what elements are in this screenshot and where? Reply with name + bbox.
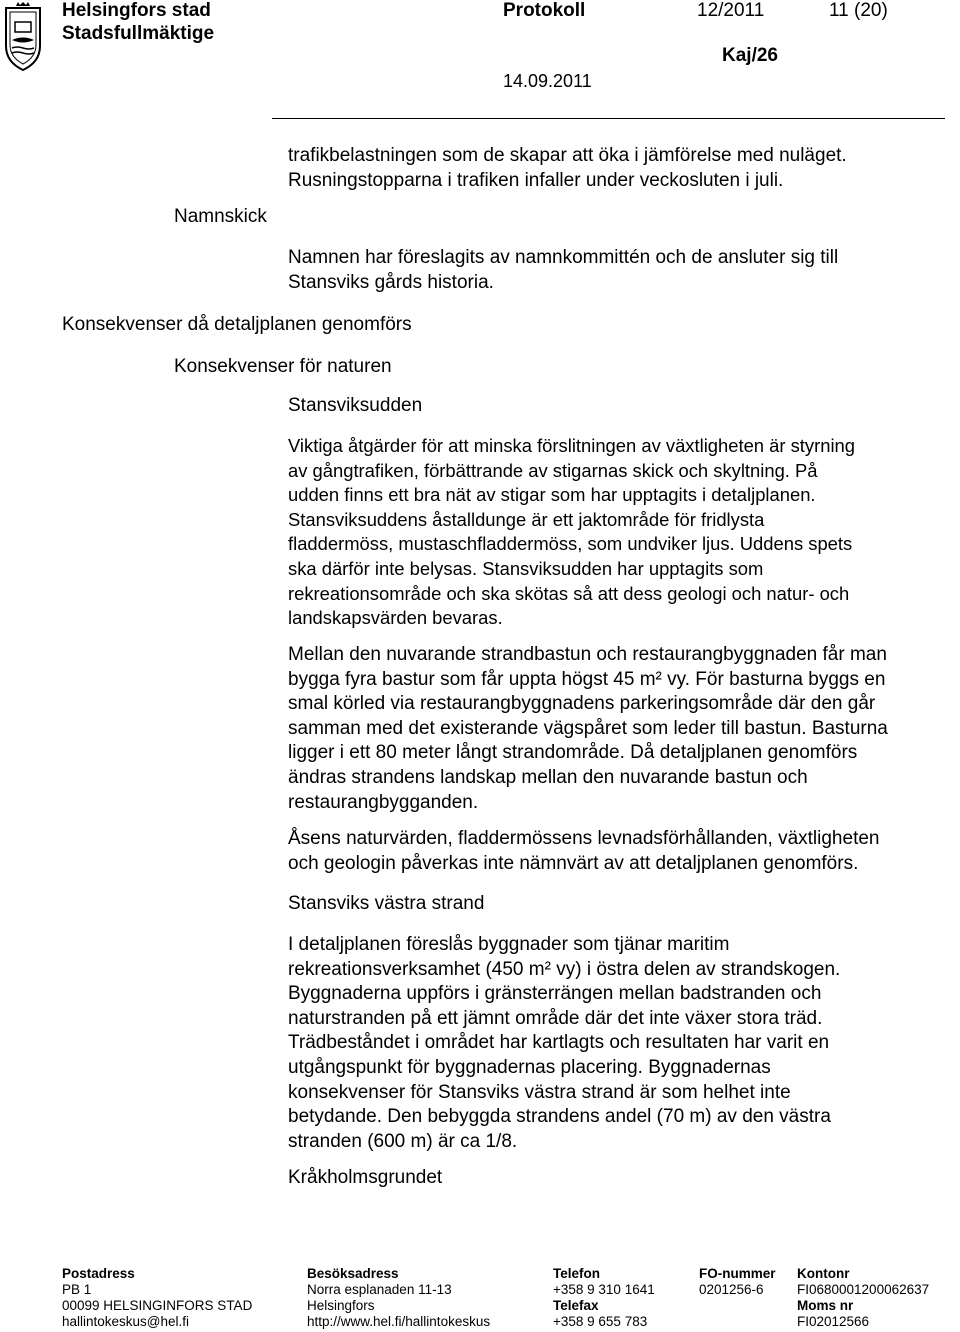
text-line: restaurangbygganden. xyxy=(288,791,479,813)
text-line: ligger i ett 80 meter långt strandområde. Då detaljplanen genomförs xyxy=(288,742,858,764)
text-line: fladdermöss, mustaschfladdermöss, som undviker ljus. Uddens spets xyxy=(288,533,853,555)
text-line: naturstranden på ett jämnt område där det inte växer stora träd. xyxy=(288,1007,823,1029)
text-line: ändras strandens landskap mellan den nuvarande bastun och xyxy=(288,766,808,788)
footer-fo-nummer xyxy=(699,1266,776,1298)
footer-postadress xyxy=(62,1266,252,1330)
text-line: I detaljplanen föreslås byggnader som tjänar maritim xyxy=(288,934,730,955)
text-line: och geologin påverkas inte nämnvärt av att detaljplanen genomförs. xyxy=(288,852,859,874)
paragraph-traffic: trafikbelastningen som de skapar att öka i jämförelse med nuläget. Rusningstopparna i trafiken infaller under veckosluten i juli. xyxy=(288,145,847,191)
paragraph-names xyxy=(288,246,948,295)
footer-label: Moms nr xyxy=(797,1298,854,1313)
document-number: 12/2011 xyxy=(697,0,765,21)
document-type: Protokoll xyxy=(503,0,586,21)
paragraph-bastu xyxy=(288,643,948,815)
footer-value: Norra esplanaden 11-13 xyxy=(307,1282,452,1297)
text-line: betydande. Den bebyggda strandens andel (70 m) av den västra xyxy=(288,1106,831,1128)
text-line: konsekvenser för Stansviks västra strand är som helhet inte xyxy=(288,1081,791,1103)
footer-value: 0201256-6 xyxy=(699,1282,764,1297)
footer-label: Kontonr xyxy=(797,1266,850,1281)
text-line: utgångspunkt för byggnadernas placering. Byggnadernas xyxy=(288,1056,771,1078)
text-line: Trädbeståndet i området har kartlagts och resultaten har varit en xyxy=(288,1032,830,1054)
header-divider xyxy=(272,118,945,119)
text-line: Namnen har föreslagits av namnkommittén och de ansluter sig till xyxy=(288,247,839,268)
item-number: Kaj/26 xyxy=(722,45,778,66)
footer-email: hallintokeskus@hel.fi xyxy=(62,1314,190,1329)
footer-value: PB 1 xyxy=(62,1282,92,1297)
paragraph-vastra xyxy=(288,933,948,1154)
council-name: Stadsfullmäktige xyxy=(62,23,215,44)
footer-telefon xyxy=(553,1266,655,1330)
text-line: rekreationsverksamhet (450 m² vy) i östra delen av strandskogen. xyxy=(288,958,841,980)
text-line: stranden (600 m) är ca 1/8. xyxy=(288,1130,518,1152)
heading-vastra-strand: Stansviks västra strand xyxy=(288,893,485,914)
text-line: Mellan den nuvarande strandbastun och restaurangbyggnaden får man xyxy=(288,644,887,665)
heading-stansviksudden: Stansviksudden xyxy=(288,395,423,416)
footer-kontonr xyxy=(797,1266,929,1330)
footer-value: +358 9 655 783 xyxy=(553,1314,648,1329)
label-konsekvenser-naturen: Konsekvenser för naturen xyxy=(174,356,392,377)
text-line: rekreationsområde och ska skötas så att dess geologi och natur- och xyxy=(288,582,850,604)
text-line: Stansviks gårds historia. xyxy=(288,271,494,293)
page-number: 11 (20) xyxy=(829,0,888,21)
text-line: Viktiga åtgärder för att minska förslitningen av växtligheten är styrning xyxy=(288,435,855,456)
text-line: Åsens naturvärden, fladdermössens levnadsförhållanden, växtligheten xyxy=(288,828,880,849)
text-line: Stansviksuddens åstalldunge är ett jaktområde för fridlysta xyxy=(288,508,765,530)
footer-value: FI0680001200062637 xyxy=(797,1282,930,1297)
text-line: samman med det existerande vägspåret som leder till bastun. Basturna xyxy=(288,717,888,739)
label-konsekvenser: Konsekvenser då detaljplanen genomförs xyxy=(62,314,412,335)
meeting-date: 14.09.2011 xyxy=(503,71,592,91)
footer-label: FO-nummer xyxy=(699,1266,776,1281)
footer-label: Telefon xyxy=(553,1266,600,1281)
footer-besoksadress xyxy=(307,1266,490,1330)
footer-label: Besöksadress xyxy=(307,1266,399,1281)
text-line: landskapsvärden bevaras. xyxy=(288,607,503,629)
text-line: ska därför inte belysas. Stansviksudden har upptagits som xyxy=(288,557,764,579)
text-line: udden finns ett bra nät av stigar som har upptagits i detaljplanen. xyxy=(288,484,816,506)
label-namnskick: Namnskick xyxy=(174,206,267,227)
footer-value: Helsingfors xyxy=(307,1298,375,1313)
city-name: Helsingfors stad xyxy=(62,0,211,21)
footer-url: http://www.hel.fi/hallintokeskus xyxy=(307,1314,491,1329)
heading-krakholmsgrundet: Kråkholmsgrundet xyxy=(288,1167,443,1188)
footer-value: FI02012566 xyxy=(797,1314,870,1329)
paragraph-asen xyxy=(288,827,948,876)
footer-value: 00099 HELSINGINFORS STAD xyxy=(62,1298,253,1313)
text-line: Byggnaderna uppförs i gränsterrängen mellan badstranden och xyxy=(288,983,822,1005)
text-line: av gångtrafiken, förbättrande av stigarnas skick och skyltning. På xyxy=(288,459,818,481)
footer-label: Postadress xyxy=(62,1266,135,1281)
footer-label: Telefax xyxy=(553,1298,599,1313)
text-line: bygga fyra bastur som får uppta högst 45 m² vy. För basturna byggs en xyxy=(288,668,886,690)
text-line: smal körled via restaurangbyggnadens parkeringsområde där den går xyxy=(288,693,876,715)
footer-value: +358 9 310 1641 xyxy=(553,1282,655,1297)
paragraph-udden xyxy=(288,434,948,631)
helsinki-coat-of-arms-icon xyxy=(2,2,44,72)
